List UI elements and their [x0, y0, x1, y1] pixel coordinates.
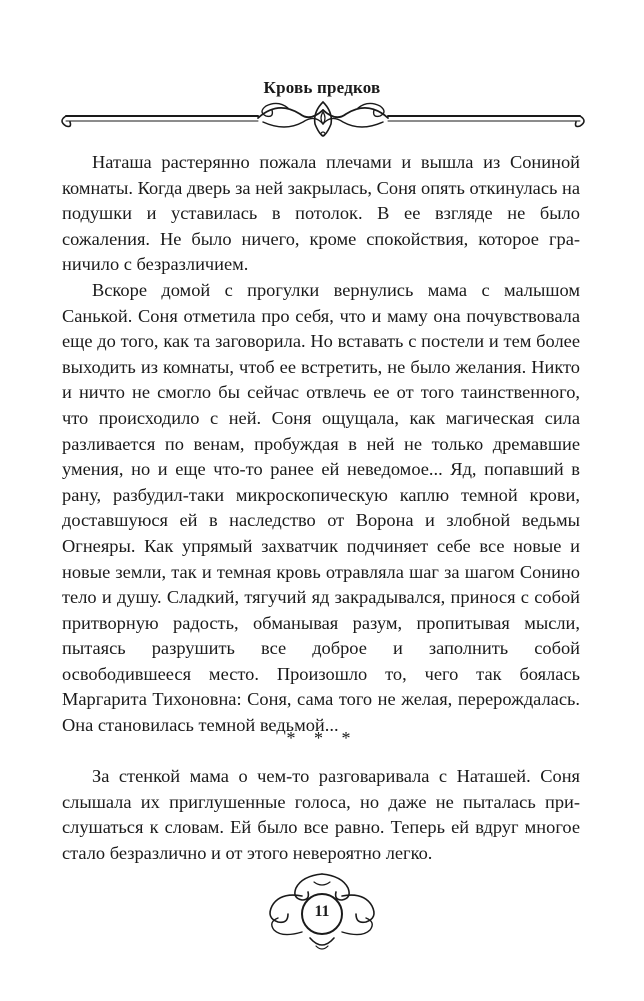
scrollwork-ornament-icon: [58, 96, 588, 138]
main-text: [62, 150, 580, 739]
paragraph: За стенкой мама о чем-то разговаривала с Наташей. Соня слышала их приглушенные голоса, но даже не пыталась прислушаться к словам. Ей было все равно. Теперь ей вдруг многое стало безразлично и от этого невероятно легко.: [62, 766, 580, 863]
page-number: 11: [314, 903, 330, 920]
scene-break: * * *: [286, 728, 358, 748]
paragraph: Наташа растерянно пожала плечами и вышла из Сониной комнаты. Когда дверь за ней закрылась, Соня опять откинулась на подушки и уставилась в потолок. В ее взгляде не было сожаления. Не было ничего, кроме спокойствия, которое граничило с безразличием.: [62, 152, 580, 275]
running-header-title: Кровь предков: [263, 78, 381, 97]
paragraph: Вскоре домой с прогулки вернулись мама с малышом Санькой. Соня отметила про себя, что и маму она почувствовала еще до того, как та заговорила. Но вставать с постели и тем более выходить из комнаты, чтоб ее встретить, не было желания. Никто и ничто не смогло бы сейчас отвлечь ее от того таинственного, что происходило с ней. Соня ощущала, как магическая сила разливается по венам, пробуждая в ней не только дремавшие умения, но и еще что-то ранее ей неведомое... Яд, попавший в рану, разбудил-таки микроскопическую каплю темной крови, доставшуюся ей в наследство от Ворона и злобной ведьмы Огнеяры. Как упрямый захватчик подчиняет себе все новые и новые земли, так и темная кровь отравляла шаг за шагом Сонино тело и душу. Сладкий, тягучий яд закрадывался, принося с собой притворную радость, обманывая разум, пропитывая мысли, пытаясь разрушить все доброе и заполнить собой освободившееся место. Произошло то, чего так боялась Маргарита Тихоновна: Соня, сама того не желая, перерождалась. Она становилась темной ведьмой...: [62, 279, 580, 736]
main-text-after-break: [62, 764, 580, 866]
